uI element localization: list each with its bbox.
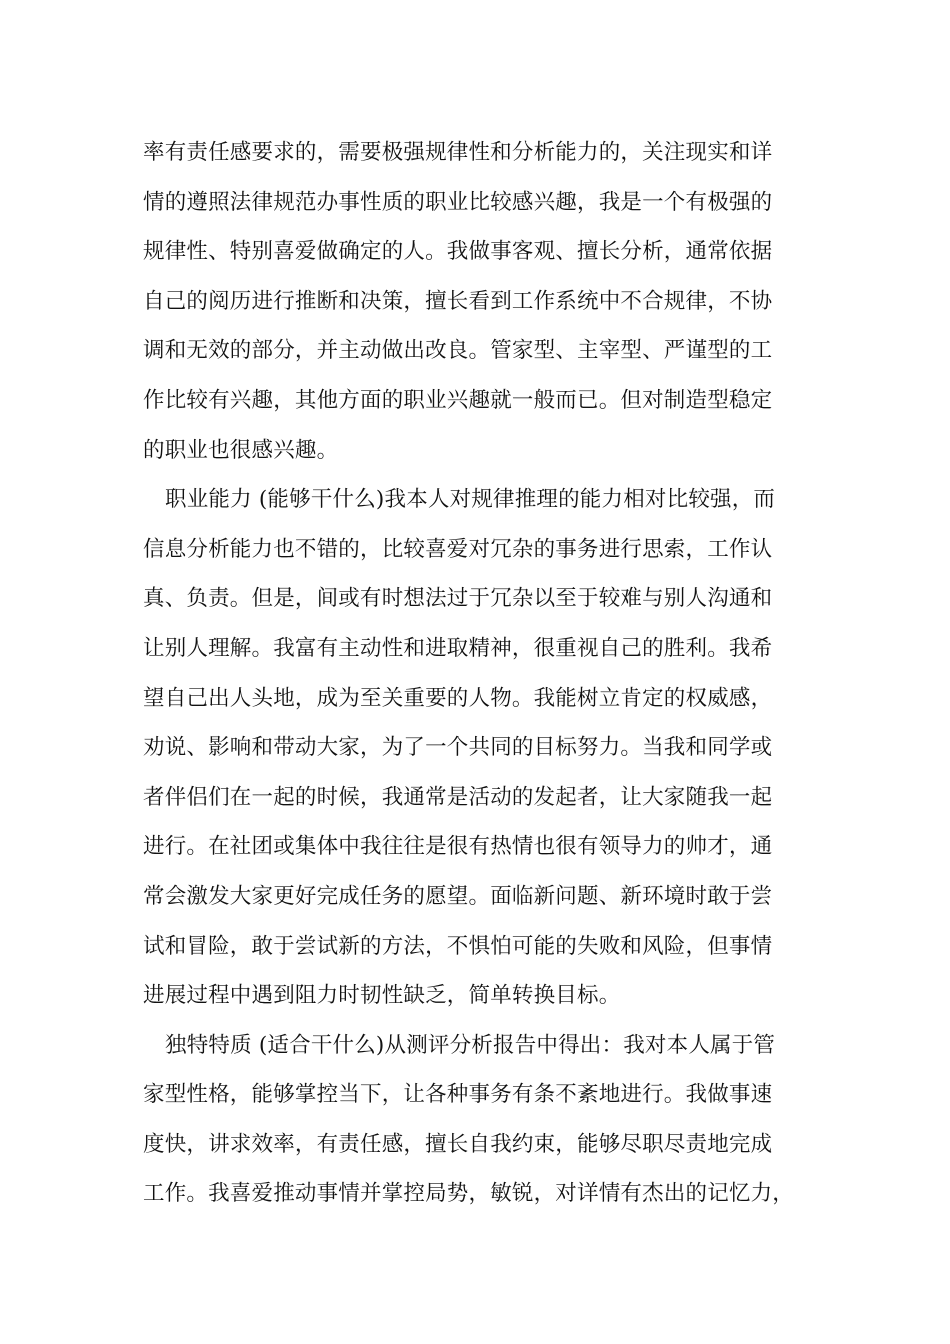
text-line: 劝说、影响和带动大家，为了一个共同的目标努力。当我和同学或 bbox=[143, 735, 773, 761]
text-line: 进行。在社团或集体中我往往是很有热情也很有领导力的帅才，通 bbox=[143, 834, 773, 860]
text-line: 望自己出人头地，成为至关重要的人物。我能树立肯定的权威感， bbox=[143, 685, 773, 711]
text-line: 情的遵照法律规范办事性质的职业比较感兴趣，我是一个有极强的 bbox=[143, 189, 773, 215]
text-line: 职业能力 (能够干什么)我本人对规律推理的能力相对比较强，而 bbox=[165, 487, 776, 513]
text-line: 的职业也很感兴趣。 bbox=[143, 437, 339, 463]
text-line: 调和无效的部分，并主动做出改良。管家型、主宰型、严谨型的工 bbox=[143, 338, 773, 364]
text-line: 工作。我喜爱推动事情并掌控局势，敏锐，对详情有杰出的记忆力， bbox=[143, 1181, 795, 1207]
text-line: 者伴侣们在一起的时候，我通常是活动的发起者，让大家随我一起 bbox=[143, 784, 773, 810]
document-body bbox=[143, 128, 823, 1219]
text-line: 信息分析能力也不错的，比较喜爱对冗杂的事务进行思索，工作认 bbox=[143, 536, 773, 562]
text-line: 试和冒险，敢于尝试新的方法，不惧怕可能的失败和风险，但事情 bbox=[143, 933, 773, 959]
paragraph-career-interest bbox=[143, 128, 823, 475]
text-line: 让别人理解。我富有主动性和进取精神，很重视自己的胜利。我希 bbox=[143, 635, 773, 661]
text-line: 度快，讲求效率，有责任感，擅长自我约束，能够尽职尽责地完成 bbox=[143, 1131, 773, 1157]
text-line: 进展过程中遇到阻力时韧性缺乏，简单转换目标。 bbox=[143, 983, 621, 1009]
text-line: 真、负责。但是，间或有时想法过于冗杂以至于较难与别人沟通和 bbox=[143, 586, 773, 612]
text-line: 自己的阅历进行推断和决策，擅长看到工作系统中不合规律，不协 bbox=[143, 288, 773, 314]
text-line: 独特特质 (适合干什么)从测评分析报告中得出：我对本人属于管 bbox=[165, 1032, 776, 1058]
paragraph-career-ability bbox=[143, 475, 823, 1021]
paragraph-unique-traits bbox=[143, 1021, 823, 1219]
text-line: 常会激发大家更好完成任务的愿望。面临新问题、新环境时敢于尝 bbox=[143, 883, 773, 909]
text-line: 作比较有兴趣，其他方面的职业兴趣就一般而已。但对制造型稳定 bbox=[143, 387, 773, 413]
text-line: 规律性、特别喜爱做确定的人。我做事客观、擅长分析，通常依据 bbox=[143, 239, 773, 265]
text-line: 率有责任感要求的，需要极强规律性和分析能力的，关注现实和详 bbox=[143, 140, 773, 165]
text-line: 家型性格，能够掌控当下，让各种事务有条不紊地进行。我做事速 bbox=[143, 1082, 773, 1108]
